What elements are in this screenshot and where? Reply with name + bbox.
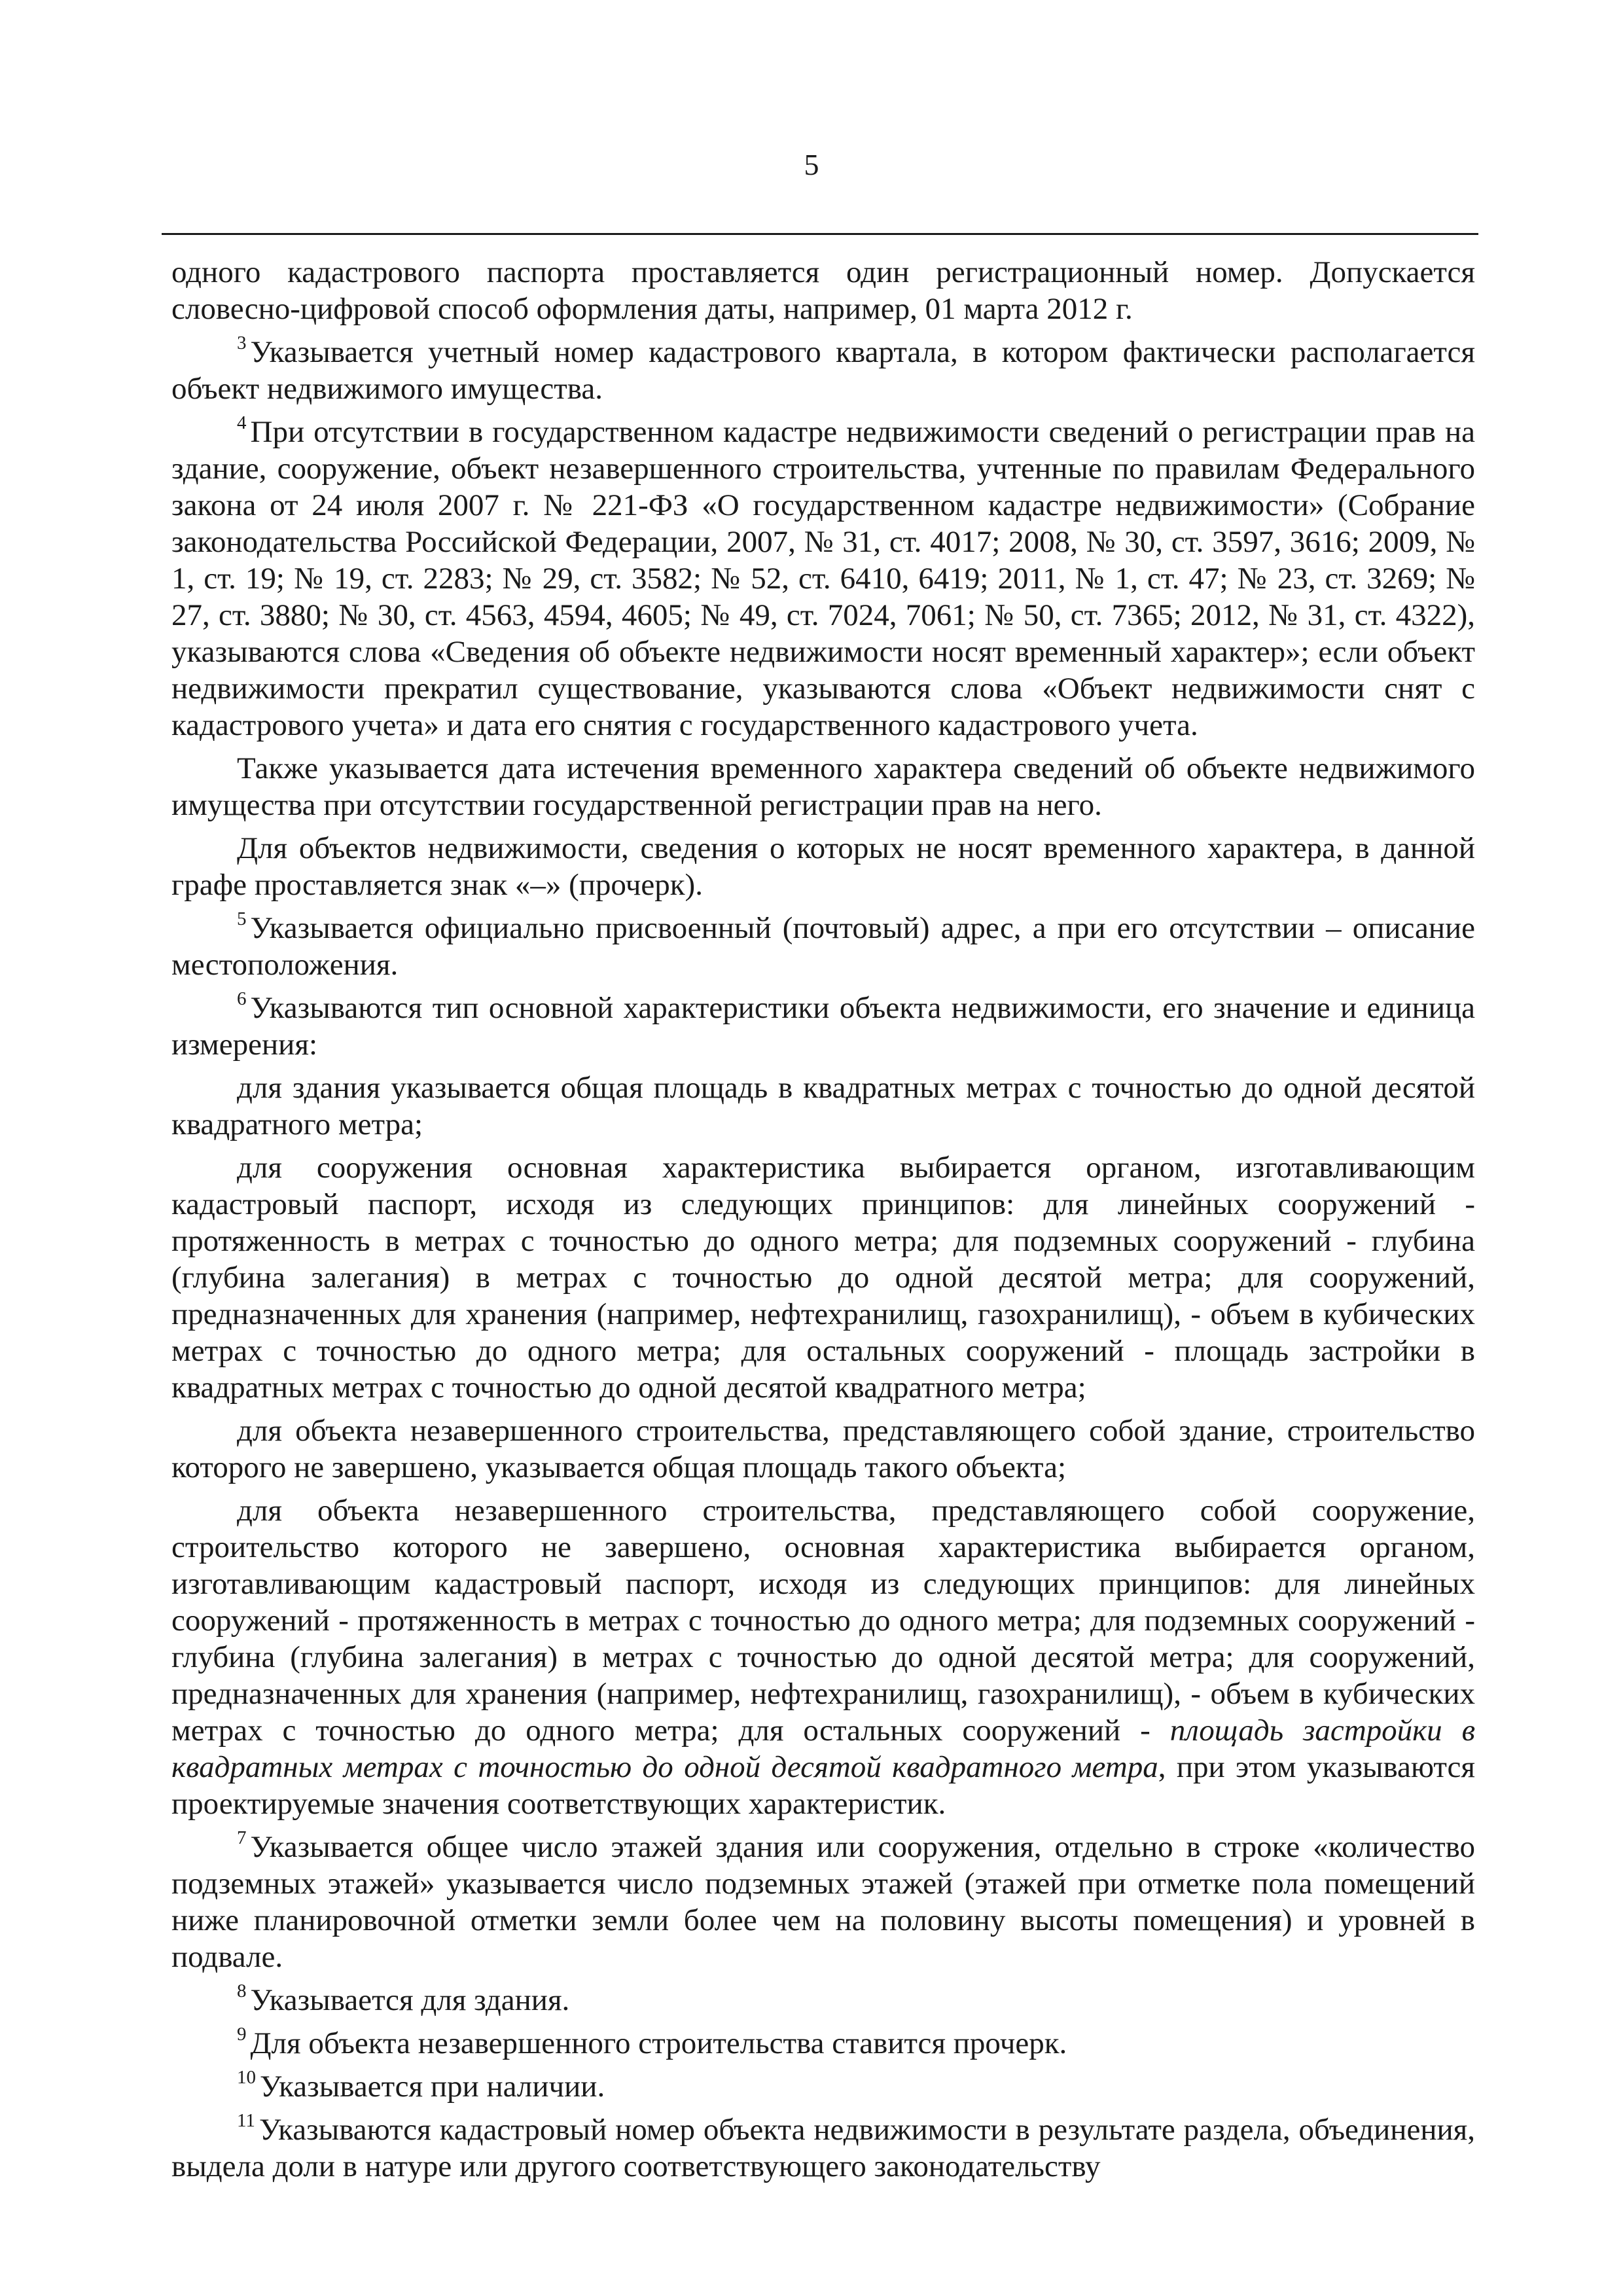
footnote-marker: 5 bbox=[237, 908, 247, 929]
footnote-text: Указывается для здания. bbox=[250, 1983, 570, 2017]
footnote-text: При отсутствии в государственном кадастре недвижимости сведений о регистрации прав на здание, сооружение, объект незавершенного строительства, учтенные по правилам Федерального закона от 24 июля 2007 г. № 221-ФЗ «О государственном кадастре недвижимости» (Собрание законодательства Российской Федерации, 2007, № 31, ст. 4017; 2008, № 30, ст. 3597, 3616; 2009, № 1, ст. 19; № 19, ст. 2283; № 29, ст. 3582; № 52, ст. 6410, 6419; 2011, № 1, ст. 47; № 23, ст. 3269; № 27, ст. 3880; № 30, ст. 4563, 4594, 4605; № 49, ст. 7024, 7061; № 50, ст. 7365; 2012, № 31, ст. 4322), указываются слова «Сведения об объекте недвижимости носят временный характер»; если объект недвижимости прекратил существование, указываются слова «Объект недвижимости снят с кадастрового учета» и дата его снятия с государственного кадастрового учета. bbox=[171, 415, 1475, 742]
footnote-text: Указываются тип основной характеристики объекта недвижимости, его значение и единица измерения: bbox=[171, 991, 1475, 1062]
footnote-marker: 4 bbox=[237, 412, 247, 433]
footnote-marker: 3 bbox=[237, 332, 247, 353]
footnote-4-paragraph: Для объектов недвижимости, сведения о которых не носят временного характера, в данной графе проставляется знак «–» (прочерк). bbox=[171, 831, 1475, 902]
footnote-8 bbox=[171, 1982, 1475, 2018]
footnote-text: Указывается официально присвоенный (почтовый) адрес, а при его отсутствии – описание местоположения. bbox=[171, 911, 1475, 982]
italic-text: площадь застройки в квадратных метрах с точностью до одной десятой квадратного метра bbox=[171, 1713, 1475, 1784]
footnote-11 bbox=[171, 2111, 1475, 2185]
footnote-text: Для объекта незавершенного строительства ставится прочерк. bbox=[250, 2026, 1067, 2060]
footnote-marker: 11 bbox=[237, 2110, 255, 2131]
footnote-6 bbox=[171, 990, 1475, 1063]
footnote-text: Указываются кадастровый номер объекта недвижимости в результате раздела, объединения, выдела доли в натуре или другого соответствующего законодательству bbox=[171, 2113, 1475, 2183]
footnote-marker: 6 bbox=[237, 988, 247, 1009]
paragraph-text: , при этом указываются проектируемые значения соответствующих характеристик. bbox=[171, 1750, 1476, 1821]
footnote-text: Указывается при наличии. bbox=[260, 2070, 605, 2104]
footnote-2-continuation: одного кадастрового паспорта проставляется один регистрационный номер. Допускается словесно-цифровой способ оформления даты, например, 01 марта 2012 г. bbox=[171, 255, 1475, 326]
footnote-4-paragraph: Также указывается дата истечения временного характера сведений об объекте недвижимого имущества при отсутствии государственной регистрации прав на него. bbox=[171, 751, 1475, 822]
paragraph-text: для объекта незавершенного строительства, представляющего собой сооружение, строительство которого не завершено, основная характеристика выбирается органом, изготавливающим кадастровый паспорт, исходя из следующих принципов: для линейных сооружений - протяженность в метрах с точностью до одного метра; для подземных сооружений - глубина (глубина залегания) в метрах с точностью до одной десятой метра; для сооружений, предназначенных для хранения (например, нефтехранилищ, газохранилищ), - объем в кубических метрах с точностью до одного метра; для остальных сооружений - bbox=[171, 1494, 1475, 1748]
footnote-marker: 10 bbox=[237, 2067, 256, 2088]
footnote-6-paragraph: для сооружения основная характеристика выбирается органом, изготавливающим кадастровый паспорт, исходя из следующих принципов: для линейных сооружений - протяженность в метрах с точностью до одного метра; для подземных сооружений - глубина (глубина залегания) в метрах с точностью до одной десятой метра; для сооружений, предназначенных для хранения (например, нефтехранилищ, газохранилищ), - объем в кубических метрах с точностью до одного метра; для остальных сооружений - площадь застройки в квадратных метрах с точностью до одной десятой квадратного метра; bbox=[171, 1151, 1475, 1405]
footnote-10 bbox=[171, 2068, 1475, 2105]
footnote-marker: 9 bbox=[237, 2024, 247, 2045]
footnote-text: Указывается учетный номер кадастрового квартала, в котором фактически располагается объект недвижимого имущества. bbox=[171, 335, 1475, 406]
page-number: 5 bbox=[804, 148, 819, 181]
footnote-5 bbox=[171, 910, 1475, 983]
footnote-6-paragraph: для здания указывается общая площадь в квадратных метрах с точностью до одной десятой квадратного метра; bbox=[171, 1071, 1475, 1141]
footnote-marker: 7 bbox=[237, 1827, 247, 1848]
footnote-3 bbox=[171, 334, 1475, 407]
footnote-text: Указывается общее число этажей здания или сооружения, отдельно в строке «количество подземных этажей» указывается число подземных этажей (этажей при отметке пола помещений ниже планировочной отметки земли более чем на половину высоты помещения) и уровней в подвале. bbox=[171, 1830, 1475, 1974]
footnote-7 bbox=[171, 1829, 1475, 1975]
footnote-marker: 8 bbox=[237, 1981, 247, 2001]
footnotes-body bbox=[171, 254, 1475, 2185]
footnote-6-paragraph: для объекта незавершенного строительства, представляющего собой здание, строительство которого не завершено, указывается общая площадь такого объекта; bbox=[171, 1414, 1475, 1484]
footnote-9 bbox=[171, 2025, 1475, 2062]
footnote-6-paragraph bbox=[171, 1492, 1475, 1822]
header-rule bbox=[162, 233, 1478, 235]
footnote-4 bbox=[171, 414, 1475, 744]
